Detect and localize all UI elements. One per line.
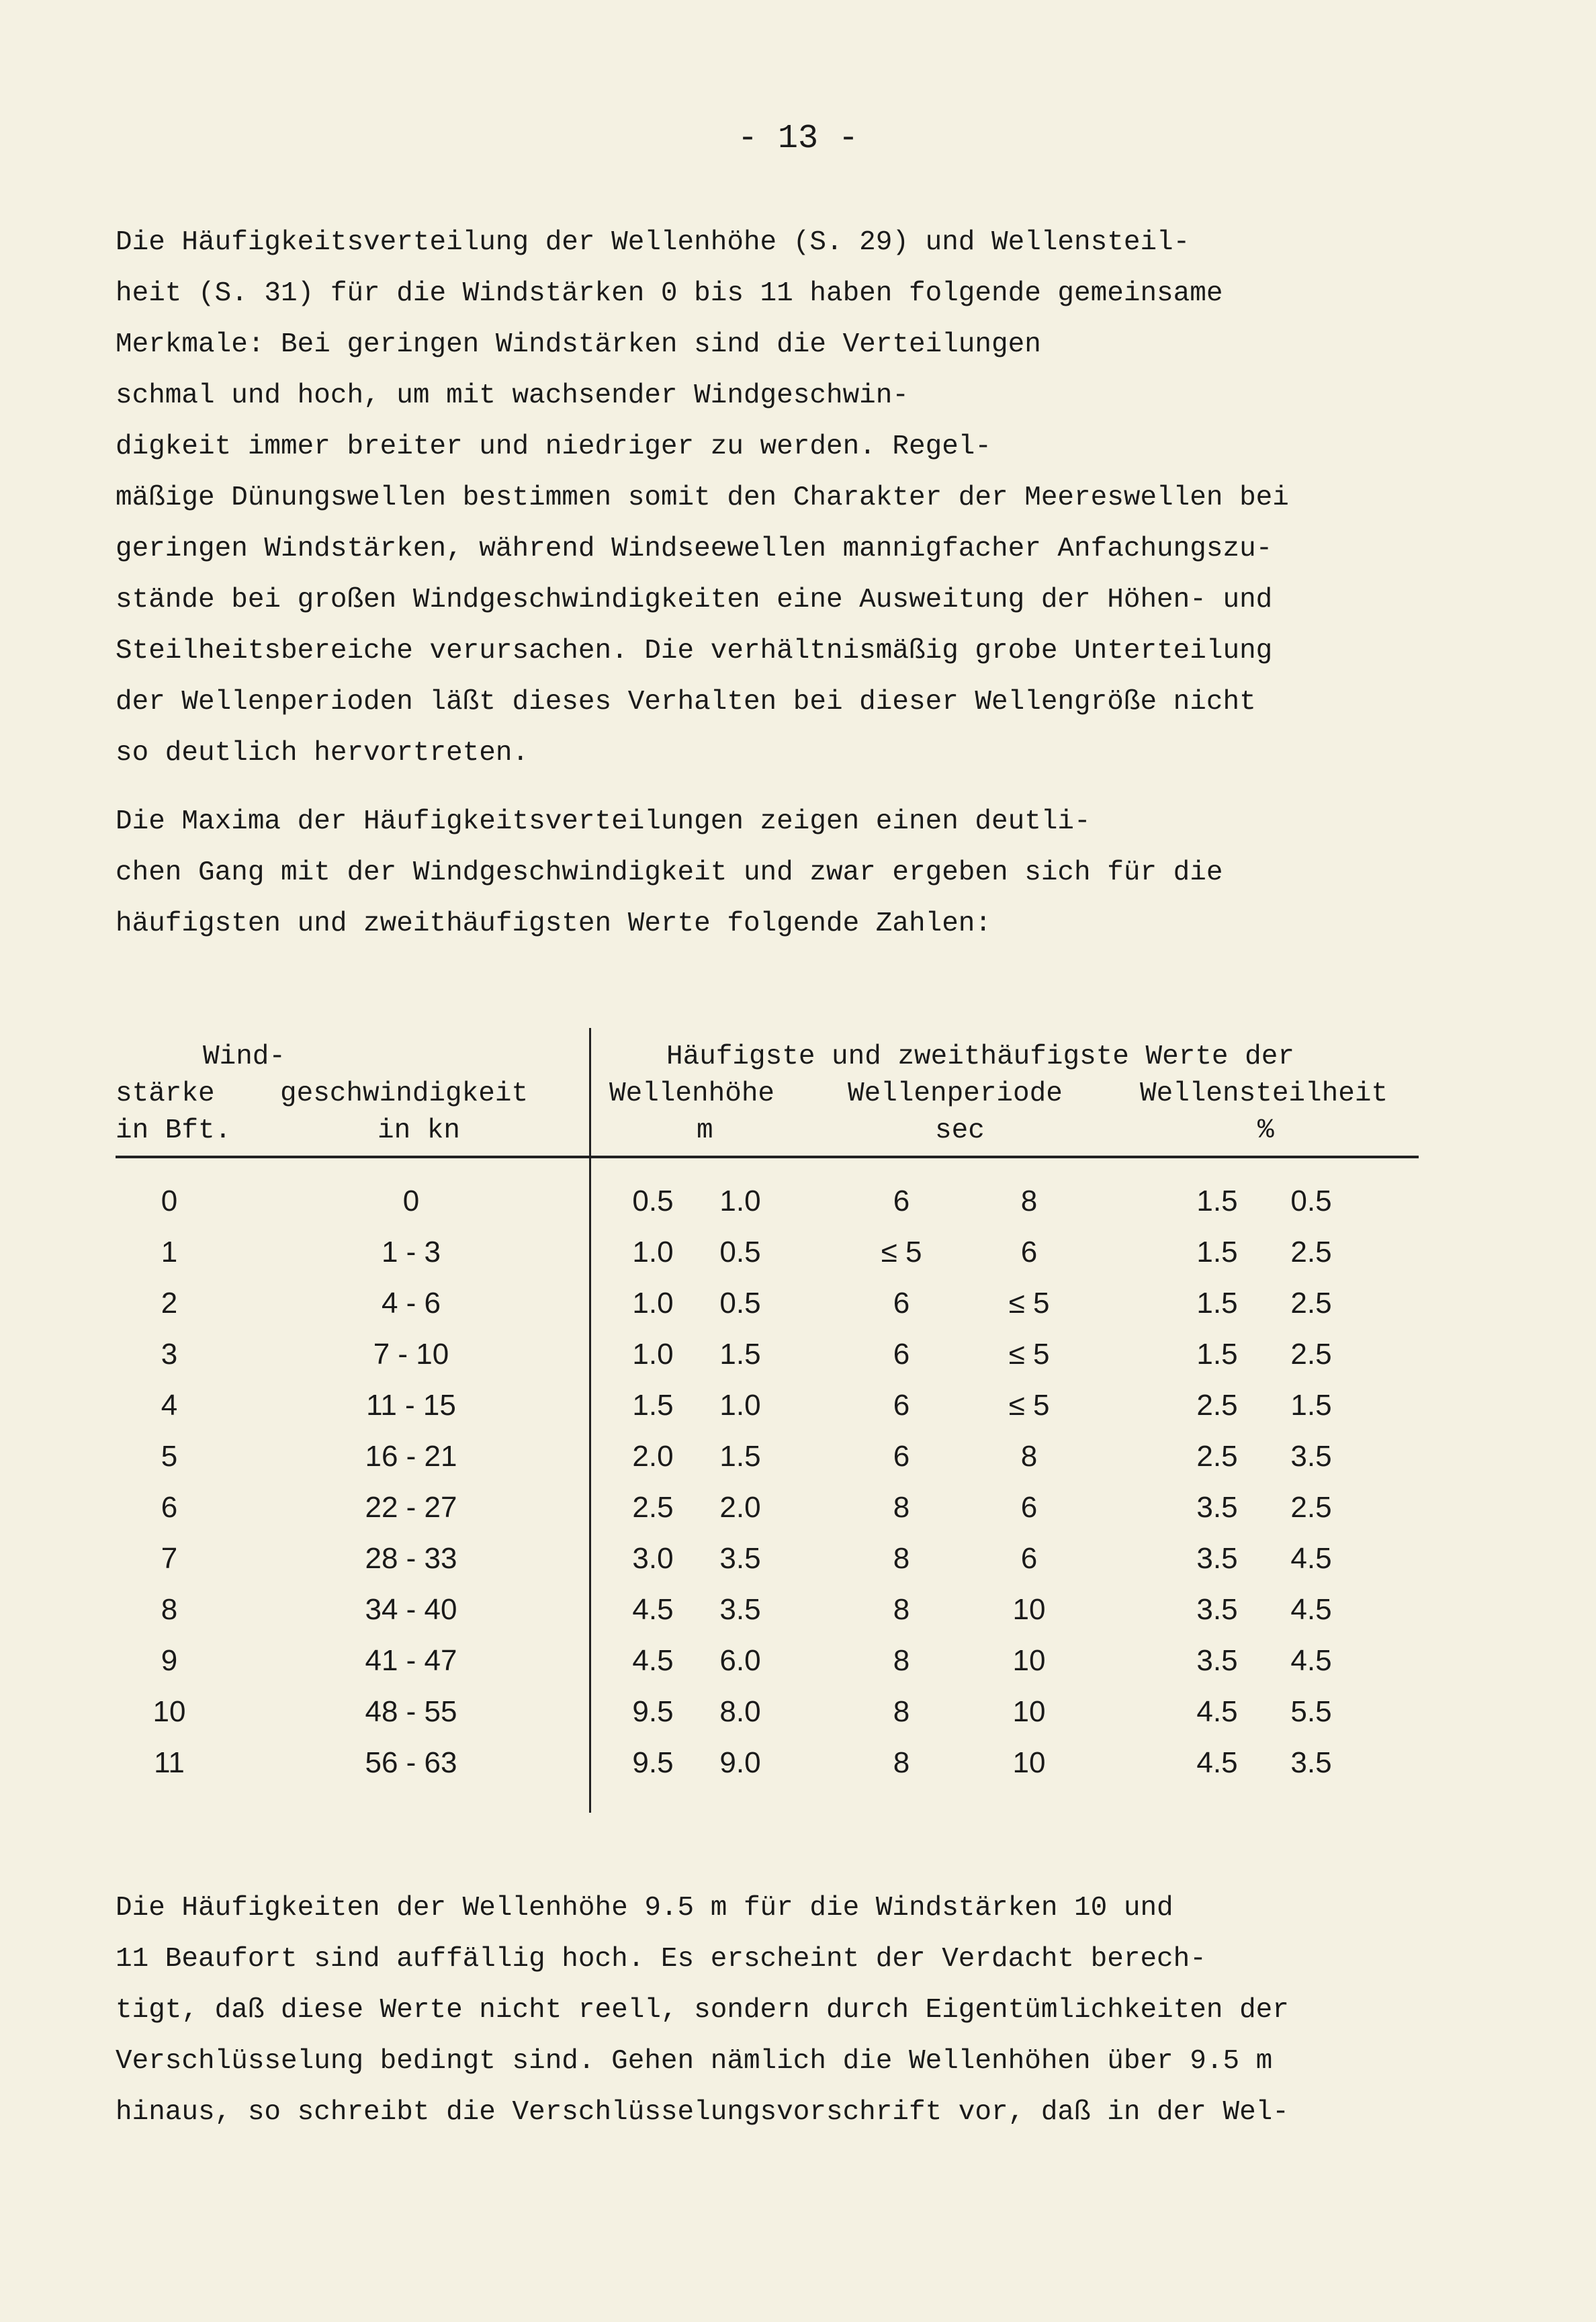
text-line: tigt, daß diese Werte nicht reell, sondern durch Eigentümlichkeiten der — [116, 1995, 1289, 2026]
table-row — [116, 1227, 1419, 1278]
cell-period-2: 10 — [1012, 1644, 1046, 1677]
table-row — [116, 1686, 1419, 1737]
cell-steep-2: 0.5 — [1290, 1185, 1332, 1217]
cell-height-1: 1.0 — [632, 1338, 674, 1371]
text-line: Verschlüsselung bedingt sind. Gehen nämlich die Wellenhöhen über 9.5 m — [116, 2046, 1273, 2077]
cell-bft: 0 — [161, 1185, 178, 1217]
table-row — [116, 1533, 1419, 1584]
text-line: mäßige Dünungswellen bestimmen somit den Charakter der Meereswellen bei — [116, 482, 1289, 513]
cell-height-2: 2.0 — [719, 1491, 761, 1524]
header-wind-strength: stärke — [116, 1078, 215, 1109]
cell-steep-2: 2.5 — [1290, 1287, 1332, 1320]
cell-kn: 0 — [402, 1185, 420, 1217]
text-line: heit (S. 31) für die Windstärken 0 bis 11 haben folgende gemeinsame — [116, 278, 1223, 309]
cell-period-2: ≤ 5 — [1008, 1389, 1050, 1422]
cell-kn: 1 - 3 — [381, 1236, 441, 1268]
cell-height-1: 1.5 — [632, 1389, 674, 1422]
cell-steep-2: 4.5 — [1290, 1593, 1332, 1626]
cell-height-2: 8.0 — [719, 1695, 761, 1728]
text-line: hinaus, so schreibt die Verschlüsselungsvorschrift vor, daß in der Wel- — [116, 2097, 1289, 2128]
cell-period-2: 6 — [1020, 1491, 1038, 1524]
text-line: häufigsten und zweithäufigsten Werte folgende Zahlen: — [116, 908, 992, 939]
cell-steep-2: 3.5 — [1290, 1440, 1332, 1473]
cell-height-1: 4.5 — [632, 1644, 674, 1677]
cell-period-2: ≤ 5 — [1008, 1338, 1050, 1371]
table-row — [116, 1635, 1419, 1686]
cell-height-2: 3.5 — [719, 1542, 761, 1575]
cell-height-2: 0.5 — [719, 1236, 761, 1268]
cell-period-2: 8 — [1020, 1185, 1038, 1217]
cell-steep-1: 2.5 — [1196, 1440, 1238, 1473]
header-wave-period-unit: sec — [935, 1115, 985, 1146]
cell-bft: 1 — [161, 1236, 178, 1268]
cell-bft: 11 — [154, 1746, 185, 1779]
cell-steep-1: 1.5 — [1196, 1236, 1238, 1268]
cell-steep-2: 5.5 — [1290, 1695, 1332, 1728]
cell-bft: 5 — [161, 1440, 178, 1473]
wave-statistics-table — [116, 1028, 1419, 1814]
page-number: - 13 - — [737, 120, 859, 158]
cell-bft: 6 — [161, 1491, 178, 1524]
text-line: chen Gang mit der Windgeschwindigkeit und zwar ergeben sich für die — [116, 857, 1223, 888]
table-row — [116, 1737, 1419, 1789]
cell-height-1: 2.5 — [632, 1491, 674, 1524]
table-divider-horizontal — [116, 1156, 1419, 1158]
paragraph-2 — [116, 796, 1223, 949]
cell-bft: 10 — [152, 1695, 186, 1728]
cell-bft: 3 — [161, 1338, 178, 1371]
cell-period-2: 10 — [1012, 1746, 1046, 1779]
header-wave-height-unit: m — [697, 1115, 713, 1146]
cell-height-1: 3.0 — [632, 1542, 674, 1575]
cell-steep-1: 1.5 — [1196, 1287, 1238, 1320]
table-row — [116, 1482, 1419, 1533]
header-speed-unit: in kn — [378, 1115, 461, 1146]
cell-period-2: 10 — [1012, 1695, 1046, 1728]
cell-height-2: 1.0 — [719, 1389, 761, 1422]
cell-steep-1: 3.5 — [1196, 1542, 1238, 1575]
cell-height-2: 6.0 — [719, 1644, 761, 1677]
cell-kn: 11 - 15 — [366, 1389, 456, 1422]
cell-height-1: 2.0 — [632, 1440, 674, 1473]
header-wind: Wind- — [203, 1041, 286, 1072]
cell-kn: 28 - 33 — [365, 1542, 457, 1575]
cell-height-1: 0.5 — [632, 1185, 674, 1217]
cell-kn: 41 - 47 — [365, 1644, 457, 1677]
text-line: stände bei großen Windgeschwindigkeiten eine Ausweitung der Höhen- und — [116, 585, 1273, 615]
cell-period-2: ≤ 5 — [1008, 1287, 1050, 1320]
cell-bft: 4 — [161, 1389, 178, 1422]
cell-steep-1: 4.5 — [1196, 1695, 1238, 1728]
table-row — [116, 1431, 1419, 1482]
cell-steep-2: 3.5 — [1290, 1746, 1332, 1779]
cell-steep-1: 2.5 — [1196, 1389, 1238, 1422]
cell-period-1: 8 — [893, 1746, 910, 1779]
cell-height-2: 9.0 — [719, 1746, 761, 1779]
header-wave-steepness-unit: % — [1257, 1115, 1274, 1146]
cell-steep-2: 2.5 — [1290, 1338, 1332, 1371]
table-row — [116, 1176, 1419, 1227]
header-wave-height: Wellenhöhe — [609, 1078, 775, 1109]
cell-kn: 16 - 21 — [365, 1440, 457, 1473]
header-wave-steepness: Wellensteilheit — [1140, 1078, 1388, 1109]
cell-bft: 7 — [161, 1542, 178, 1575]
cell-bft: 2 — [161, 1287, 178, 1320]
text-line: Die Maxima der Häufigkeitsverteilungen zeigen einen deutli- — [116, 806, 1091, 837]
text-line: Merkmale: Bei geringen Windstärken sind die Verteilungen — [116, 329, 1041, 360]
header-wave-period: Wellenperiode — [848, 1078, 1063, 1109]
table-row — [116, 1380, 1419, 1431]
cell-steep-2: 2.5 — [1290, 1491, 1332, 1524]
cell-bft: 9 — [161, 1644, 178, 1677]
cell-period-1: 8 — [893, 1593, 910, 1626]
cell-height-2: 1.0 — [719, 1185, 761, 1217]
cell-period-1: 6 — [893, 1185, 910, 1217]
cell-period-1: ≤ 5 — [881, 1236, 922, 1268]
cell-height-2: 3.5 — [719, 1593, 761, 1626]
cell-steep-1: 1.5 — [1196, 1338, 1238, 1371]
cell-period-1: 6 — [893, 1338, 910, 1371]
table-row — [116, 1278, 1419, 1329]
text-line: Die Häufigkeiten der Wellenhöhe 9.5 m für die Windstärken 10 und — [116, 1893, 1173, 1924]
cell-period-1: 6 — [893, 1287, 910, 1320]
cell-height-1: 4.5 — [632, 1593, 674, 1626]
cell-bft: 8 — [161, 1593, 178, 1626]
cell-steep-1: 1.5 — [1196, 1185, 1238, 1217]
cell-steep-1: 3.5 — [1196, 1593, 1238, 1626]
header-speed: geschwindigkeit — [280, 1078, 529, 1109]
cell-height-2: 0.5 — [719, 1287, 761, 1320]
table-row — [116, 1329, 1419, 1380]
paragraph-1 — [116, 217, 1289, 779]
cell-period-1: 8 — [893, 1542, 910, 1575]
cell-kn: 34 - 40 — [365, 1593, 457, 1626]
table-row — [116, 1584, 1419, 1635]
cell-height-1: 1.0 — [632, 1236, 674, 1268]
text-line: Steilheitsbereiche verursachen. Die verhältnismäßig grobe Unterteilung — [116, 636, 1273, 666]
text-line: 11 Beaufort sind auffällig hoch. Es erscheint der Verdacht berech- — [116, 1944, 1206, 1975]
cell-period-1: 8 — [893, 1695, 910, 1728]
cell-steep-1: 3.5 — [1196, 1644, 1238, 1677]
cell-kn: 48 - 55 — [365, 1695, 457, 1728]
text-line: so deutlich hervortreten. — [116, 738, 529, 769]
cell-period-2: 6 — [1020, 1236, 1038, 1268]
header-group: Häufigste und zweithäufigste Werte der — [666, 1041, 1294, 1072]
cell-period-1: 8 — [893, 1491, 910, 1524]
cell-steep-2: 4.5 — [1290, 1644, 1332, 1677]
cell-steep-1: 3.5 — [1196, 1491, 1238, 1524]
cell-period-2: 8 — [1020, 1440, 1038, 1473]
text-line: der Wellenperioden läßt dieses Verhalten bei dieser Wellengröße nicht — [116, 687, 1256, 718]
cell-period-2: 10 — [1012, 1593, 1046, 1626]
cell-period-1: 8 — [893, 1644, 910, 1677]
cell-kn: 7 - 10 — [373, 1338, 449, 1371]
cell-period-1: 6 — [893, 1440, 910, 1473]
cell-height-1: 9.5 — [632, 1695, 674, 1728]
text-line: schmal und hoch, um mit wachsender Windgeschwin- — [116, 380, 909, 411]
cell-kn: 4 - 6 — [381, 1287, 441, 1320]
cell-kn: 56 - 63 — [365, 1746, 457, 1779]
cell-steep-2: 4.5 — [1290, 1542, 1332, 1575]
cell-steep-2: 1.5 — [1290, 1389, 1332, 1422]
header-wind-unit: in Bft. — [116, 1115, 232, 1146]
paragraph-3 — [116, 1883, 1289, 2138]
cell-height-2: 1.5 — [719, 1440, 761, 1473]
cell-steep-1: 4.5 — [1196, 1746, 1238, 1779]
cell-steep-2: 2.5 — [1290, 1236, 1332, 1268]
cell-height-2: 1.5 — [719, 1338, 761, 1371]
cell-period-2: 6 — [1020, 1542, 1038, 1575]
cell-period-1: 6 — [893, 1389, 910, 1422]
text-line: Die Häufigkeitsverteilung der Wellenhöhe (S. 29) und Wellensteil- — [116, 227, 1190, 258]
cell-height-1: 1.0 — [632, 1287, 674, 1320]
cell-kn: 22 - 27 — [365, 1491, 457, 1524]
text-line: geringen Windstärken, während Windseewellen mannigfacher Anfachungszu- — [116, 533, 1273, 564]
cell-height-1: 9.5 — [632, 1746, 674, 1779]
text-line: digkeit immer breiter und niedriger zu werden. Regel- — [116, 431, 992, 462]
